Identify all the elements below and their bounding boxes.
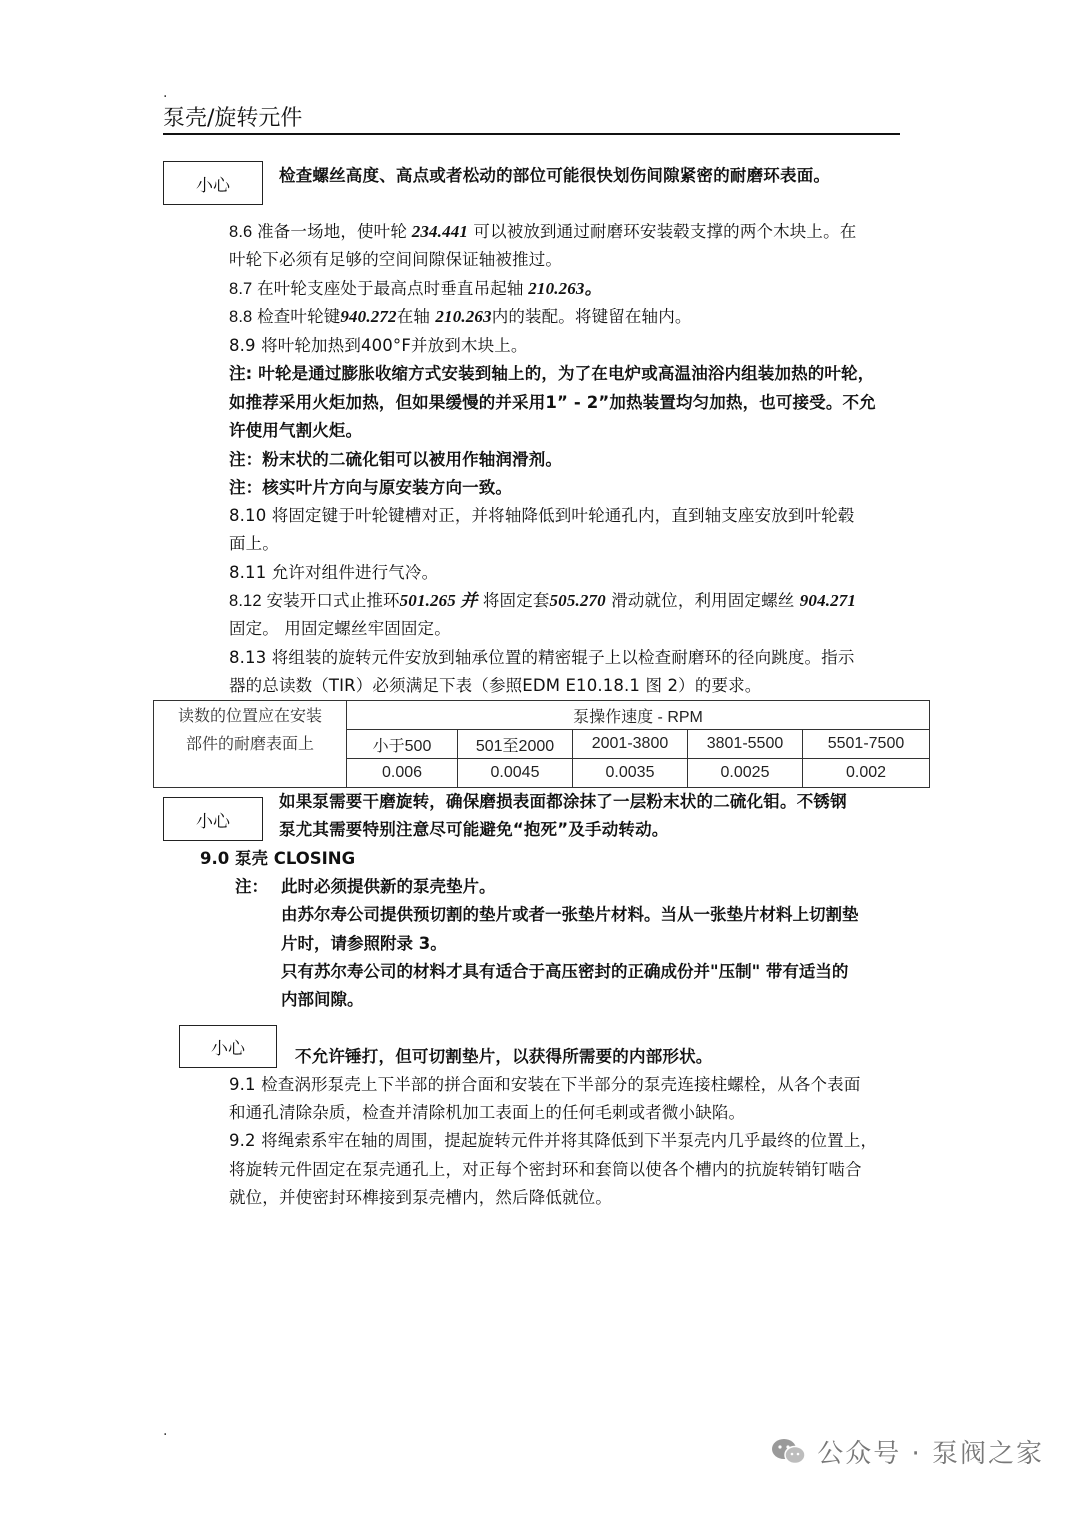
watermark-text: 公众号 · 泵阀之家 xyxy=(817,1439,1044,1469)
step-9-2-line3: 就位，并使密封环榫接到泵壳槽内，然后降低就位。 xyxy=(229,1188,612,1207)
part-number: 904.271 xyxy=(799,591,857,610)
caution-text-1: 检查螺丝高度、高点或者松动的部位可能很快划伤间隙紧密的耐磨环表面。 xyxy=(279,166,831,185)
caution-text-2-line2: 泵尤其需要特别注意尽可能避免“抱死”及手动转动。 xyxy=(279,820,669,839)
step-8-12-line1: 8.12 安装开口式止推环501.265 并 将固定套505.270 滑动就位，利用固定螺丝 904.271 xyxy=(229,591,857,610)
caution-label: 小心 xyxy=(196,811,230,832)
table-cell: 0.0035 xyxy=(573,759,688,788)
part-number: 940.272 xyxy=(340,307,397,326)
section-9-note-line4: 只有苏尔寿公司的材料才具有适合于高压密封的正确成份并"压制" 带有适当的 xyxy=(281,962,849,981)
note-1-line2: 如推荐采用火炬加热，但如果缓慢的并采用1” - 2”加热装置均匀加热，也可接受。不允 xyxy=(229,393,876,412)
step-8-6-line2: 叶轮下必须有足够的空间间隙保证轴被推过。 xyxy=(229,250,562,269)
step-9-2-line1: 9.2 将绳索系牢在轴的周围，提起旋转元件并将其降低到下半泵壳内几乎最终的位置上， xyxy=(229,1131,878,1150)
section-9-note-line3: 片时，请参照附录 3。 xyxy=(281,934,447,953)
step-8-7: 8.7 在叶轮支座处于最高点时垂直吊起轴 210.263。 xyxy=(229,279,602,298)
table-cell: 0.0025 xyxy=(688,759,803,788)
part-number: 210.263。 xyxy=(528,279,602,298)
step-9-1-line2: 和通孔清除杂质，检查并清除机加工表面上的任何毛刺或者微小缺陷。 xyxy=(229,1103,746,1122)
note-1-line3: 许使用气割火炬。 xyxy=(229,421,363,440)
table-row-header: 读数的位置应在安装 部件的耐磨表面上 xyxy=(154,701,347,788)
part-number: 505.270 xyxy=(549,591,606,610)
step-8-11: 8.11 允许对组件进行气冷。 xyxy=(229,563,439,582)
page-dot-bottom: . xyxy=(163,1423,168,1439)
table-col-header: 小于500 xyxy=(347,730,458,759)
caution-label: 小心 xyxy=(196,175,230,196)
table-speed-header: 泵操作速度 - RPM xyxy=(347,701,930,730)
caution-label: 小心 xyxy=(211,1039,245,1059)
caution-box-1 xyxy=(163,161,263,205)
step-9-2-line2: 将旋转元件固定在泵壳通孔上，对正每个密封环和套筒以使各个槽内的抗旋转销钉啮合 xyxy=(229,1160,862,1179)
step-8-13-line1: 8.13 将组装的旋转元件安放到轴承位置的精密辊子上以检查耐磨环的径向跳度。指示 xyxy=(229,648,855,667)
step-8-6-line1: 8.6 准备一场地，使叶轮 234.441 可以被放到通过耐磨环安装毂支撑的两个木块上。在 xyxy=(229,222,857,241)
note-2: 注：粉末状的二硫化钼可以被用作轴润滑剂。 xyxy=(229,450,562,469)
step-8-9: 8.9 将叶轮加热到400°F并放到木块上。 xyxy=(229,336,528,355)
section-9-note-label: 注： xyxy=(235,877,268,896)
step-8-10-line1: 8.10 将固定键于叶轮键槽对正，并将轴降低到叶轮通孔内，直到轴支座安放到叶轮毂 xyxy=(229,506,855,525)
step-8-13-line2: 器的总读数（TIR）必须满足下表（参照EDM E10.18.1 图 2）的要求。 xyxy=(229,676,762,695)
part-number: 234.441 xyxy=(411,222,469,241)
section-9-note-line5: 内部间隙。 xyxy=(281,990,364,1009)
table-cell: 0.006 xyxy=(347,759,458,788)
section-9-note-line1: 此时必须提供新的泵壳垫片。 xyxy=(281,877,496,896)
step-8-12-line2: 固定。 用固定螺丝牢固固定。 xyxy=(229,619,451,638)
table-col-header: 3801-5500 xyxy=(688,730,803,759)
table-cell: 0.002 xyxy=(803,759,930,788)
table-col-header: 501至2000 xyxy=(458,730,573,759)
table-cell: 0.0045 xyxy=(458,759,573,788)
caution-text-3: 不允许锤打，但可切割垫片，以获得所需要的内部形状。 xyxy=(295,1047,713,1066)
section-9-heading: 9.0 泵壳 CLOSING xyxy=(200,849,356,868)
watermark xyxy=(771,1433,1044,1470)
step-8-8: 8.8 检查叶轮键940.272在轴 210.263内的装配。将键留在轴内。 xyxy=(229,307,692,326)
caution-text-2-line1: 如果泵需要干磨旋转，确保磨损表面都涂抹了一层粉末状的二硫化钼。不锈钢 xyxy=(279,792,847,811)
title-divider xyxy=(163,133,900,135)
table-col-header: 5501-7500 xyxy=(803,730,930,759)
caution-box-2 xyxy=(163,797,263,841)
step-9-1-line1: 9.1 检查涡形泵壳上下半部的拼合面和安装在下半部分的泵壳连接柱螺栓，从各个表面 xyxy=(229,1075,861,1094)
note-3: 注：核实叶片方向与原安装方向一致。 xyxy=(229,478,513,497)
note-1-line1: 注: 叶轮是通过膨胀收缩方式安装到轴上的，为了在电炉或高温油浴内组装加热的叶轮， xyxy=(229,364,875,383)
wechat-icon xyxy=(771,1437,807,1467)
part-number: 501.265 并 xyxy=(399,591,478,610)
table-col-header: 2001-3800 xyxy=(573,730,688,759)
step-8-10-line2: 面上。 xyxy=(229,534,279,553)
page-title: 泵壳/旋转元件 xyxy=(163,106,303,131)
caution-box-3 xyxy=(179,1025,277,1068)
section-9-note-line2: 由苏尔寿公司提供预切割的垫片或者一张垫片材料。当从一张垫片材料上切割垫 xyxy=(281,905,859,924)
page-dot-top: . xyxy=(163,85,168,101)
part-number: 210.263 xyxy=(435,307,492,326)
tir-table xyxy=(153,700,930,788)
